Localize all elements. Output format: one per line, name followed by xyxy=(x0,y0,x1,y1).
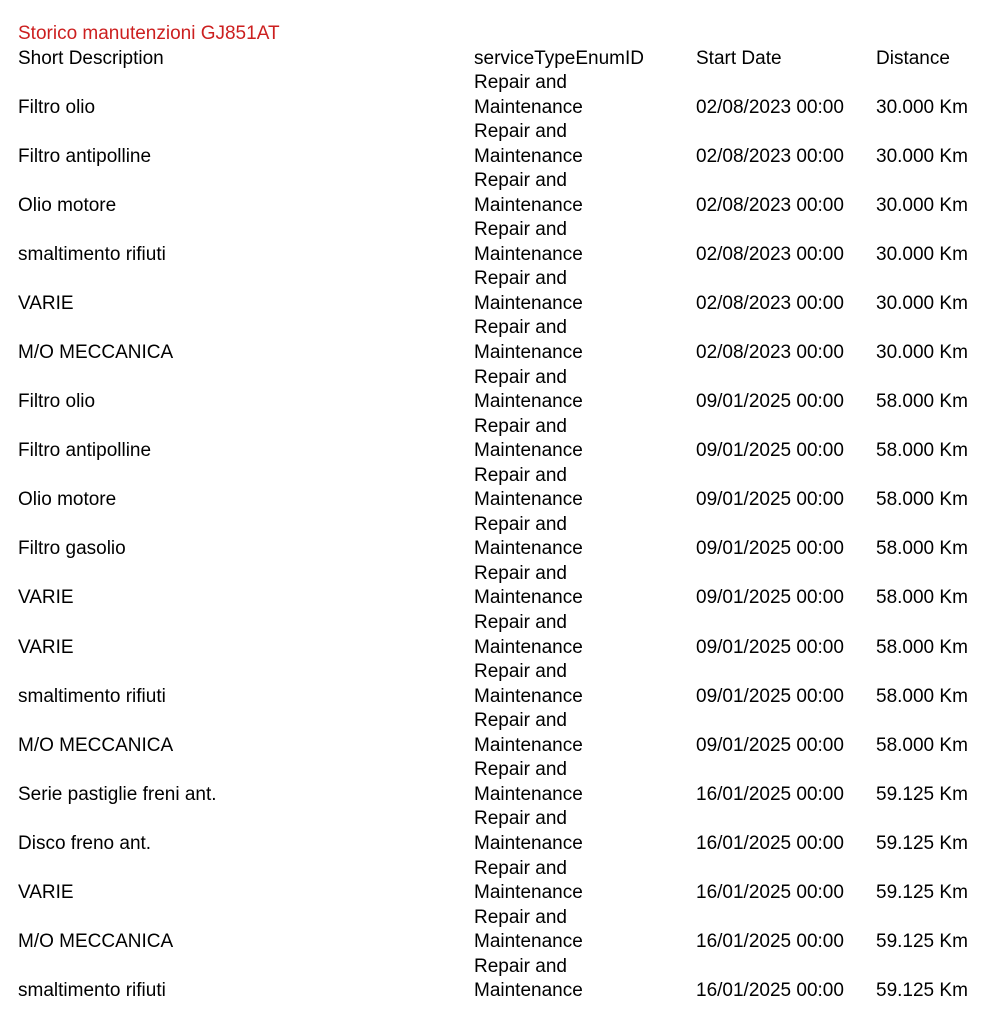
cell-start-date: 16/01/2025 00:00 xyxy=(696,783,844,805)
cell-description: smaltimento rifiuti xyxy=(18,243,166,265)
cell-description: smaltimento rifiuti xyxy=(18,980,166,1002)
cell-distance: 58.000 Km xyxy=(876,538,968,560)
cell-start-date: 09/01/2025 00:00 xyxy=(696,587,844,609)
cell-distance: 59.125 Km xyxy=(876,832,968,854)
cell-start-date: 09/01/2025 00:00 xyxy=(696,685,844,707)
cell-description: VARIE xyxy=(18,292,74,314)
cell-description: Filtro olio xyxy=(18,391,96,413)
table-body xyxy=(0,71,999,1004)
cell-distance: 30.000 Km xyxy=(876,194,968,216)
cell-description: M/O MECCANICA xyxy=(18,931,174,953)
cell-service-type: Repair and Maintenance xyxy=(474,513,583,560)
cell-service-type: Repair and Maintenance xyxy=(474,562,583,609)
table-row xyxy=(0,316,999,365)
table-row xyxy=(0,611,999,660)
table-row xyxy=(0,71,999,120)
cell-distance: 58.000 Km xyxy=(876,685,968,707)
cell-start-date: 09/01/2025 00:00 xyxy=(696,489,844,511)
cell-distance: 59.125 Km xyxy=(876,980,968,1002)
table-row xyxy=(0,464,999,513)
cell-service-type: Repair and Maintenance xyxy=(474,170,583,216)
table-row xyxy=(0,267,999,316)
cell-start-date: 02/08/2023 00:00 xyxy=(696,194,844,216)
table-header xyxy=(0,47,999,71)
cell-start-date: 02/08/2023 00:00 xyxy=(696,243,844,265)
cell-description: smaltimento rifiuti xyxy=(18,685,166,707)
table-row xyxy=(0,169,999,218)
page-title: Storico manutenzioni GJ851AT xyxy=(18,23,280,44)
cell-description: VARIE xyxy=(18,636,74,658)
cell-service-type: Repair and Maintenance xyxy=(474,72,583,118)
cell-start-date: 02/08/2023 00:00 xyxy=(696,96,844,118)
cell-service-type: Repair and Maintenance xyxy=(474,121,583,167)
cell-distance: 30.000 Km xyxy=(876,243,968,265)
cell-service-type: Repair and Maintenance xyxy=(474,661,583,707)
cell-service-type: Repair and Maintenance xyxy=(474,612,583,658)
cell-service-type: Repair and Maintenance xyxy=(474,857,583,903)
cell-description: Olio motore xyxy=(18,194,117,216)
cell-description: Filtro antipolline xyxy=(18,145,152,167)
cell-service-type: Repair and Maintenance xyxy=(474,219,583,265)
cell-service-type: Repair and Maintenance xyxy=(474,759,583,805)
cell-distance: 30.000 Km xyxy=(876,145,968,167)
cell-start-date: 02/08/2023 00:00 xyxy=(696,341,844,363)
column-header-service-type: serviceTypeEnumID xyxy=(474,48,645,69)
cell-start-date: 09/01/2025 00:00 xyxy=(696,538,844,560)
cell-start-date: 09/01/2025 00:00 xyxy=(696,636,844,658)
cell-start-date: 16/01/2025 00:00 xyxy=(696,882,844,903)
cell-distance: 59.125 Km xyxy=(876,783,968,805)
cell-service-type: Repair and Maintenance xyxy=(474,710,583,756)
cell-distance: 58.000 Km xyxy=(876,489,968,511)
cell-service-type: Repair and Maintenance xyxy=(474,268,583,314)
cell-start-date: 09/01/2025 00:00 xyxy=(696,391,844,413)
column-header-description: Short Description xyxy=(18,48,164,69)
table-row xyxy=(0,415,999,464)
table-row xyxy=(0,366,999,415)
table-row xyxy=(0,807,999,856)
cell-distance: 58.000 Km xyxy=(876,440,968,462)
table-row xyxy=(0,660,999,709)
cell-description: M/O MECCANICA xyxy=(18,734,174,756)
table-row xyxy=(0,120,999,169)
table-row xyxy=(0,513,999,562)
cell-description: VARIE xyxy=(18,587,74,609)
cell-start-date: 16/01/2025 00:00 xyxy=(696,980,844,1002)
table-row xyxy=(0,906,999,955)
cell-service-type: Repair and Maintenance xyxy=(474,955,583,1002)
table-row xyxy=(0,955,999,1004)
cell-start-date: 02/08/2023 00:00 xyxy=(696,145,844,167)
cell-distance: 58.000 Km xyxy=(876,587,968,609)
table-row xyxy=(0,709,999,758)
cell-description: Filtro gasolio xyxy=(18,538,126,560)
cell-service-type: Repair and Maintenance xyxy=(474,317,583,363)
cell-service-type: Repair and Maintenance xyxy=(474,464,583,511)
table-row xyxy=(0,857,999,906)
table-row xyxy=(0,758,999,807)
cell-service-type: Repair and Maintenance xyxy=(474,415,583,462)
cell-start-date: 09/01/2025 00:00 xyxy=(696,440,844,462)
cell-service-type: Repair and Maintenance xyxy=(474,366,583,413)
cell-distance: 30.000 Km xyxy=(876,292,968,314)
cell-description: Filtro olio xyxy=(18,96,96,118)
cell-distance: 58.000 Km xyxy=(876,734,968,756)
cell-description: VARIE xyxy=(18,882,74,903)
cell-description: Filtro antipolline xyxy=(18,440,152,462)
cell-start-date: 09/01/2025 00:00 xyxy=(696,734,844,756)
cell-distance: 58.000 Km xyxy=(876,391,968,413)
cell-description: M/O MECCANICA xyxy=(18,341,174,363)
cell-description: Disco freno ant. xyxy=(18,832,152,854)
cell-distance: 59.125 Km xyxy=(876,882,968,903)
table-row xyxy=(0,218,999,267)
cell-start-date: 02/08/2023 00:00 xyxy=(696,292,844,314)
cell-distance: 58.000 Km xyxy=(876,636,968,658)
table-row xyxy=(0,562,999,611)
cell-description: Olio motore xyxy=(18,489,117,511)
cell-description: Serie pastiglie freni ant. xyxy=(18,783,217,805)
cell-service-type: Repair and Maintenance xyxy=(474,808,583,854)
cell-start-date: 16/01/2025 00:00 xyxy=(696,832,844,854)
column-header-distance: Distance xyxy=(876,48,950,69)
cell-distance: 30.000 Km xyxy=(876,341,968,363)
cell-start-date: 16/01/2025 00:00 xyxy=(696,931,844,953)
column-header-start-date: Start Date xyxy=(696,48,782,69)
cell-distance: 59.125 Km xyxy=(876,931,968,953)
cell-distance: 30.000 Km xyxy=(876,96,968,118)
cell-service-type: Repair and Maintenance xyxy=(474,906,583,953)
